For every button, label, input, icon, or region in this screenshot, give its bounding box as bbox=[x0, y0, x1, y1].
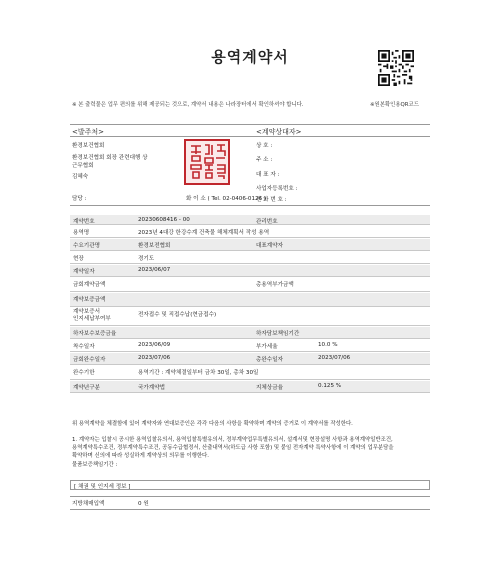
detail-label: 현장 bbox=[73, 256, 84, 262]
detail-value: 국가계약법 bbox=[138, 385, 166, 391]
detail-label: 용역명 bbox=[73, 230, 90, 236]
detail-label-secondary: 지체상금율 bbox=[256, 385, 284, 391]
detail-label-secondary: 관리번호 bbox=[256, 219, 278, 225]
divider bbox=[70, 205, 430, 206]
detail-label: 착수일자 bbox=[73, 344, 95, 350]
detail-value: 2023년 4대강 한강수계 건축물 해체계획서 작성 용역 bbox=[138, 230, 270, 236]
detail-row bbox=[70, 353, 430, 365]
detail-value-secondary: 0.125 % bbox=[318, 383, 342, 389]
detail-label: 계약번호 bbox=[73, 219, 95, 225]
detail-label-secondary: 총용역부가금액 bbox=[256, 282, 294, 288]
local-bond-value: 0 원 bbox=[138, 501, 149, 507]
contractor-field-label: 사업자등록번호 : bbox=[256, 186, 298, 192]
clause-line-2: 용역계약특수조건, 정부계약특수조건, 공동수급협정서, 산출내역서(하도급 사항 포함) 및 붙임 전자계약 특약사항에 이 계약의 업무분담을 bbox=[72, 445, 394, 451]
divider bbox=[70, 136, 430, 137]
contractor-field-label: 전 화 번 호 : bbox=[256, 197, 287, 203]
detail-row bbox=[70, 239, 430, 251]
detail-row bbox=[70, 252, 430, 264]
orderer-address: 환경보건협회 회장 관련대행 상 bbox=[72, 155, 148, 161]
office-contact: 화 이 소 ( Tel. 02-0406-0126 ) bbox=[186, 196, 267, 202]
detail-label: 하자보수보증금율 bbox=[73, 331, 117, 337]
detail-label-secondary: 하자담보책임기간 bbox=[256, 331, 300, 337]
detail-row bbox=[70, 381, 430, 393]
orderer-address-line2: 근무협회 bbox=[72, 163, 94, 169]
notice-text: ※ 본 출력물은 업무 편의를 위해 제공되는 것으로, 계약서 내용은 나라장터에서 확인하셔야 합니다. bbox=[72, 102, 304, 108]
contact-label: 담당 : bbox=[72, 196, 87, 202]
detail-row bbox=[70, 327, 430, 339]
detail-value: 2023/07/06 bbox=[138, 355, 171, 361]
detail-label: 계약년구분 bbox=[73, 385, 101, 391]
detail-value-secondary: 10.0 % bbox=[318, 342, 338, 348]
contractor-field-label: 상 호 : bbox=[256, 143, 273, 149]
detail-label-secondary: 대표계약자 bbox=[256, 243, 284, 249]
detail-value: 경기도 bbox=[138, 256, 155, 262]
detail-row bbox=[70, 265, 430, 277]
orderer-org: 환경보건협회 bbox=[72, 143, 105, 149]
divider bbox=[70, 496, 430, 497]
detail-row bbox=[70, 226, 430, 238]
detail-label: 수요기관명 bbox=[73, 243, 101, 249]
bond-section-header bbox=[70, 480, 430, 490]
detail-value: 전자접수 및 직접수납(현금접수) bbox=[138, 312, 217, 318]
qr-code-icon[interactable] bbox=[378, 50, 414, 86]
detail-row bbox=[70, 308, 430, 326]
detail-label: 금회계약금액 bbox=[73, 282, 106, 288]
orderer-heading: <발주처> bbox=[72, 128, 105, 136]
official-seal-icon bbox=[183, 138, 231, 186]
detail-label: 계약보증서 인지세납부여부 bbox=[73, 309, 111, 322]
contractor-field-label: 대 표 자 : bbox=[256, 172, 280, 178]
detail-label: 완수기한 bbox=[73, 370, 95, 376]
clause-line-3: 확약하며 신의에 따라 성실하게 계약상의 의무를 이행한다. bbox=[72, 453, 209, 459]
local-bond-label: 지방채매입액 bbox=[72, 501, 105, 507]
detail-value: 환경보전협회 bbox=[138, 243, 171, 249]
detail-value: 2023/06/09 bbox=[138, 342, 171, 348]
detail-label-secondary: 부가세율 bbox=[256, 344, 278, 350]
clause-line-1: 1. 계약자는 입찰시 공시한 용역입찰유의서, 용역입찰특별유의서, 정부계약업무특별유의서, 설계서및 현장설명 사항과 용역계약일반조건, bbox=[72, 437, 393, 443]
detail-row bbox=[70, 340, 430, 352]
document-title: 용역계약서 bbox=[211, 48, 289, 66]
contractor-field-label: 주 소 : bbox=[256, 157, 273, 163]
detail-row bbox=[70, 293, 430, 307]
detail-value: 용역기간 : 계약체결일부터 금차 30일, 총차 30일 bbox=[138, 370, 259, 376]
detail-label-secondary: 총완수일자 bbox=[256, 357, 284, 363]
qr-caption: ※원본확인용QR코드 bbox=[370, 102, 419, 108]
detail-label: 계약보증금액 bbox=[73, 297, 106, 303]
bond-heading: [ 채권 및 인지세 정보 ] bbox=[74, 484, 131, 490]
contractor-heading: <계약상대자> bbox=[256, 128, 302, 136]
divider bbox=[70, 509, 430, 510]
detail-label: 계약일자 bbox=[73, 269, 95, 275]
detail-value: 2023/06/07 bbox=[138, 267, 171, 273]
detail-value-secondary: 2023/07/06 bbox=[318, 355, 351, 361]
orderer-person: 김혜숙 bbox=[72, 174, 89, 180]
warranty-period-label: 물품보증책임기간 : bbox=[72, 462, 118, 468]
detail-value: 20230608416 - 00 bbox=[138, 217, 190, 223]
detail-row bbox=[70, 215, 430, 225]
divider bbox=[70, 124, 430, 125]
detail-row bbox=[70, 278, 430, 292]
agreement-statement: 위 용역계약을 체결함에 있어 계약자와 연대보증인은 각각 다음의 사항을 확약하며 계약의 증거로 이 계약서를 작성한다. bbox=[72, 421, 353, 427]
detail-label: 금회완수일자 bbox=[73, 357, 106, 363]
detail-row bbox=[70, 366, 430, 380]
